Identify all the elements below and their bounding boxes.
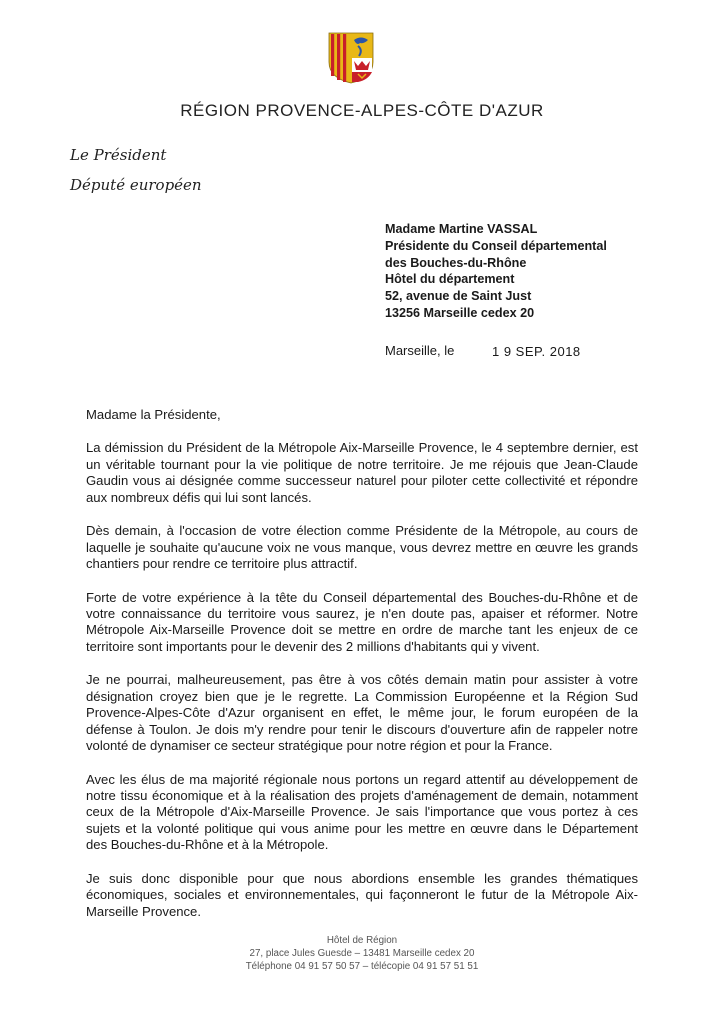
region-title: RÉGION PROVENCE-ALPES-CÔTE D'AZUR [180,101,544,120]
date-stamp: 1 9 SEP. 2018 [492,344,581,359]
letterhead-footer [0,934,724,974]
recipient-name: Madame Martine VASSAL [385,222,538,236]
provence-coat-of-arms-icon [328,32,374,84]
signatory-title: Le Président [70,146,167,164]
signatory-role: Député européen [70,176,202,194]
paragraph: Je ne pourrai, malheureusement, pas être à vos côtés demain matin pour assister à votre désignation croyez bien que je le regrette. La Commission Européenne et la Région Sud Provence-Alpes-Côte d'Azur organisent en effet, le même jour, le forum européen de la défense à Toulon. Je dois m'y rendre pour tenir le discours d'ouverture afin de rappeler notre volonté de dynamiser ce secteur stratégique pour notre région et pour la France. [86,672,638,754]
paragraph: Forte de votre expérience à la tête du Conseil départemental des Bouches-du-Rhône et de votre connaissance du territoire vous saurez, je n'en doute pas, apaiser et réformer. Notre Métropole Aix-Marseille Provence doit se mettre en ordre de marche tant les enjeux de ce territoire sont importants pour le devenir des 2 millions d'habitants qui y vivent. [86,589,638,654]
footer-phone: Téléphone 04 91 57 50 57 – télécopie 04 91 57 51 51 [245,961,479,973]
recipient-address-block [385,221,705,322]
paragraph: Je suis donc disponible pour que nous abordions ensemble les grandes thématiques économiques, sociales et environnementales, qui façonneront le futur de la Métropole Aix-Marseille Provence. [86,870,638,919]
footer-address: 27, place Jules Guesde – 13481 Marseille cedex 20 [249,948,475,960]
footer-building: Hôtel de Région [326,935,398,946]
letter-body [86,407,638,937]
recipient-street: 52, avenue de Saint Just [385,289,532,304]
paragraph: Dès demain, à l'occasion de votre élection comme Présidente de la Métropole, au cours de laquelle je souhaite qu'aucune voix ne vous manque, vous devrez mettre en œuvre les grands chantiers pour rendre ce territoire plus attractif. [86,523,638,572]
paragraph: La démission du Président de la Métropole Aix-Marseille Provence, le 4 septembre dernier, est un véritable tournant pour la vie politique de notre territoire. Je me réjouis que Jean-Claude Gaudin vous ai désignée comme successeur naturel pour piloter cette collectivité et répondre aux nombreux défis qui lui sont lancés. [86,440,638,505]
recipient-title: Présidente du Conseil départemental [385,238,607,253]
recipient-department: des Bouches-du-Rhône [385,255,527,270]
recipient-city: 13256 Marseille cedex 20 [385,305,535,320]
date-label: Marseille, le [385,343,455,358]
recipient-building: Hôtel du département [385,272,515,287]
salutation: Madame la Présidente, [86,407,221,422]
paragraph: Avec les élus de ma majorité régionale nous portons un regard attentif au développement de notre tissu économique et à la réalisation des projets d'aménagement de demain, notamment ceux de la Métropole d'Aix-Marseille Provence. Je sais l'importance que vous portez à ces sujets et la volonté politique qui vous anime pour les mettre en œuvre dans le Département des Bouches-du-Rhône et à la Métropole. [86,771,638,853]
